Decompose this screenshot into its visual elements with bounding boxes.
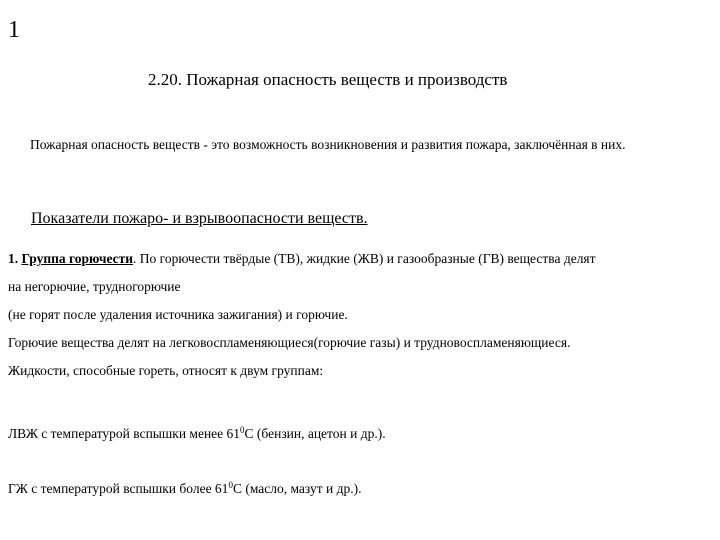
lvzh-before: ЛВЖ с температурой вспышки менее 61 bbox=[8, 426, 241, 441]
text-line: (не горят после удаления источника зажигания) и горючие. bbox=[8, 307, 348, 322]
text-line: Жидкости, способные гореть, относят к двум группам: bbox=[8, 363, 324, 378]
group-line bbox=[8, 250, 596, 268]
group-text: . По горючести твёрдые (ТВ), жидкие (ЖВ) и газообразные (ГВ) вещества делят bbox=[133, 251, 596, 266]
gzh-degree: 0 bbox=[228, 480, 233, 490]
group-term: Группа горючести bbox=[21, 251, 134, 266]
text-line: на негорючие, трудногорючие bbox=[8, 279, 181, 294]
lvzh-degree: 0 bbox=[240, 425, 245, 435]
group-number: 1. bbox=[8, 251, 19, 266]
section-title: 2.20. Пожарная опасность веществ и производств bbox=[148, 70, 508, 89]
text-line: Горючие вещества делят на легковоспламеняющиеся(горючие газы) и трудновоспламеняющиеся. bbox=[8, 335, 571, 350]
page-number: 1 bbox=[8, 17, 20, 43]
gzh-before: ГЖ с температурой вспышки более 61 bbox=[8, 481, 229, 496]
gzh-after: С (масло, мазут и др.). bbox=[232, 481, 362, 496]
lvzh-after: С (бензин, ацетон и др.). bbox=[244, 426, 386, 441]
gzh-line bbox=[8, 480, 361, 498]
lvzh-line bbox=[8, 425, 386, 443]
subheading: Показатели пожаро- и взрывоопасности веществ. bbox=[31, 210, 368, 227]
intro-paragraph: Пожарная опасность веществ - это возможность возникновения и развития пожара, заключённая в них. bbox=[30, 137, 626, 152]
